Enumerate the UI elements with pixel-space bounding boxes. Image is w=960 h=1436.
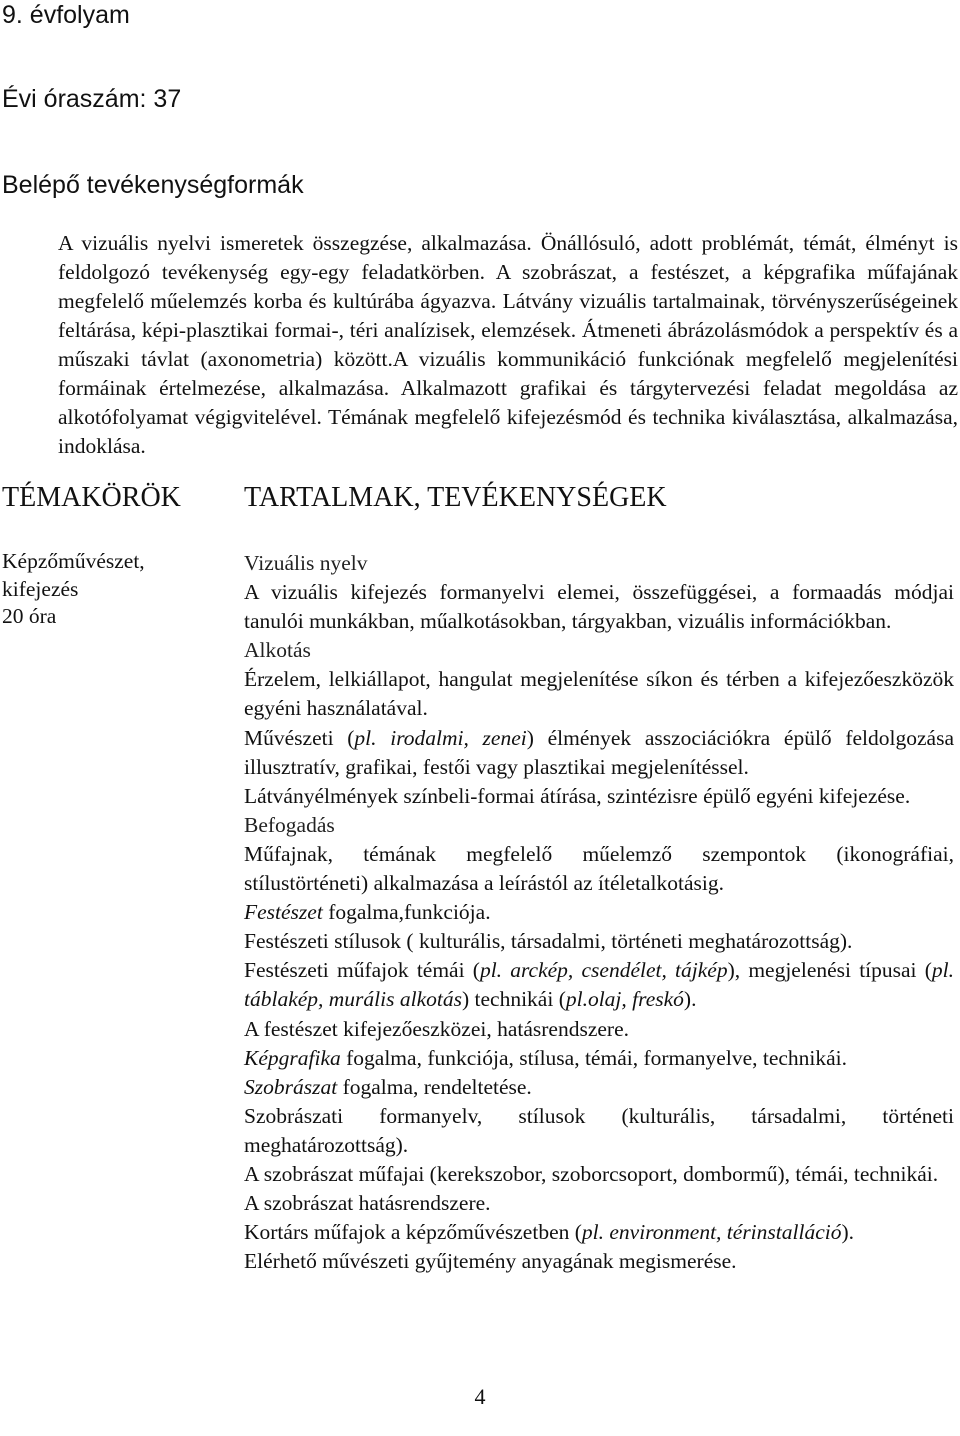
contemporary-b: pl. environment, térinstalláció — [581, 1220, 842, 1245]
topics-column-heading: TÉMAKÖRÖK — [2, 482, 181, 513]
creation-text: Érzelem, lelkiállapot, hangulat megjelenítése síkon és térben a kifejezőeszközök egyéni használatával. — [244, 667, 954, 721]
painting-genres-b: pl. arckép, csendélet, tájkép — [479, 958, 728, 983]
visual-language-heading: Vizuális nyelv — [244, 551, 368, 575]
content-list — [244, 549, 954, 1276]
sculpture-term: Szobrászat — [244, 1074, 338, 1099]
topic-hours: 20 óra — [2, 604, 57, 628]
graphic-term: Képgrafika — [244, 1045, 341, 1070]
artistic-text-a: Művészeti ( — [244, 725, 355, 750]
graphic-item — [244, 1044, 954, 1073]
intro-paragraph: A vizuális nyelvi ismeretek összegzése, alkalmazása. Önállósuló, adott problémát, témát, élményt is feldolgozó tevékenység egy-egy feladatkörben. A szobrászat, a festészet, a képgrafika műfajának megfelelő műelemzés korba és kultúrába ágyazva. Látvány vizuális tartalmainak, törvényszerűségeinek feltárása, képi-plasztikai formai-, téri analízisek, elemzések. Átmeneti ábrázolásmódok a perspektív és a műszaki távlat (axonometria) között.A vizuális kommunikáció funkciónak megfelelő megjelenítési formáinak értelmezése, alkalmazása. Alkalmazott grafikai és tárgytervezési feladat megoldása az alkotófolyamat végigvitelével. Témának megfelelő kifejezésmód és technika kiválasztása, alkalmazása, indoklása. — [58, 231, 958, 458]
painting-styles-item: Festészeti stílusok ( kulturális, társadalmi, történeti meghatározottság). — [244, 929, 853, 954]
painting-system-item: A festészet kifejezőeszközei, hatásrendszere. — [244, 1016, 630, 1041]
page-number: 4 — [474, 1384, 486, 1409]
painting-genres-f: pl.olaj, freskó — [565, 987, 684, 1012]
contemporary-genres-item — [244, 1218, 954, 1247]
painting-genres-a: Festészeti műfajok témái ( — [244, 958, 480, 983]
topic-name-line1: Képzőművészet, — [2, 549, 145, 573]
artistic-experiences-item — [244, 724, 954, 782]
graphic-rest: fogalma, funkciója, stílusa, témái, formanyelve, technikái. — [340, 1045, 848, 1070]
spectacle-item: Látványélmények színbeli-formai átírása, szintézisre épülő egyéni kifejezése. — [244, 783, 911, 808]
painting-genres-g: ). — [683, 987, 697, 1012]
visual-language-text: A vizuális kifejezés formanyelvi elemei, összefüggései, a formaadás módjai tanulói munkákban, műalkotásokban, tárgyakban, vizuális információkban. — [244, 580, 954, 634]
contemporary-c: ). — [841, 1220, 855, 1245]
sculpture-concept-item — [244, 1073, 954, 1102]
painting-genres-e: ) technikái ( — [461, 987, 566, 1012]
collection-item: Elérhető művészeti gyűjtemény anyagának megismerése. — [244, 1249, 737, 1274]
painting-genres-item — [244, 956, 954, 1014]
entry-activities-heading: Belépő tevékenységformák — [2, 171, 304, 199]
contemporary-a: Kortárs műfajok a képzőművészetben ( — [244, 1220, 582, 1245]
annual-hours: Évi óraszám: 37 — [2, 85, 182, 113]
topic-name-line2: kifejezés — [2, 576, 79, 601]
artistic-examples: pl. irodalmi, zenei — [354, 725, 527, 750]
painting-genres-d: pl. táblakép, murális alkotás — [244, 958, 954, 1012]
painting-rest: fogalma,funkciója. — [322, 900, 491, 925]
sculpture-language-item: Szobrászati formanyelv, stílusok (kulturális, társadalmi, történeti meghatározottság). — [244, 1103, 954, 1157]
creation-heading: Alkotás — [244, 638, 311, 663]
painting-concept-item — [244, 898, 954, 927]
sculpture-genres-item: A szobrászat műfajai (kerekszobor, szoborcsoport, dombormű), témái, technikái. — [244, 1161, 939, 1186]
painting-genres-c: ), megjelenési típusai ( — [727, 958, 932, 983]
topic-block — [2, 548, 145, 631]
grade-title: 9. évfolyam — [2, 1, 130, 29]
reception-heading: Befogadás — [244, 812, 335, 837]
artistic-text-c: ) élmények asszociációkra épülő feldolgozása illusztratív, grafikai, festői vagy plasztikai megjelenítéssel. — [244, 725, 955, 779]
contents-column-heading: TARTALMAK, TEVÉKENYSÉGEK — [244, 482, 667, 513]
reception-text: Műfajnak, témának megfelelő műelemző szempontok (ikonográfiai, stílustörténeti) alkalmazása a leírástól az ítéletalkotásig. — [244, 841, 954, 896]
sculpture-rest: fogalma, rendeltetése. — [337, 1074, 532, 1099]
painting-term: Festészet — [244, 900, 323, 925]
sculpture-system-item: A szobrászat hatásrendszere. — [244, 1191, 491, 1216]
